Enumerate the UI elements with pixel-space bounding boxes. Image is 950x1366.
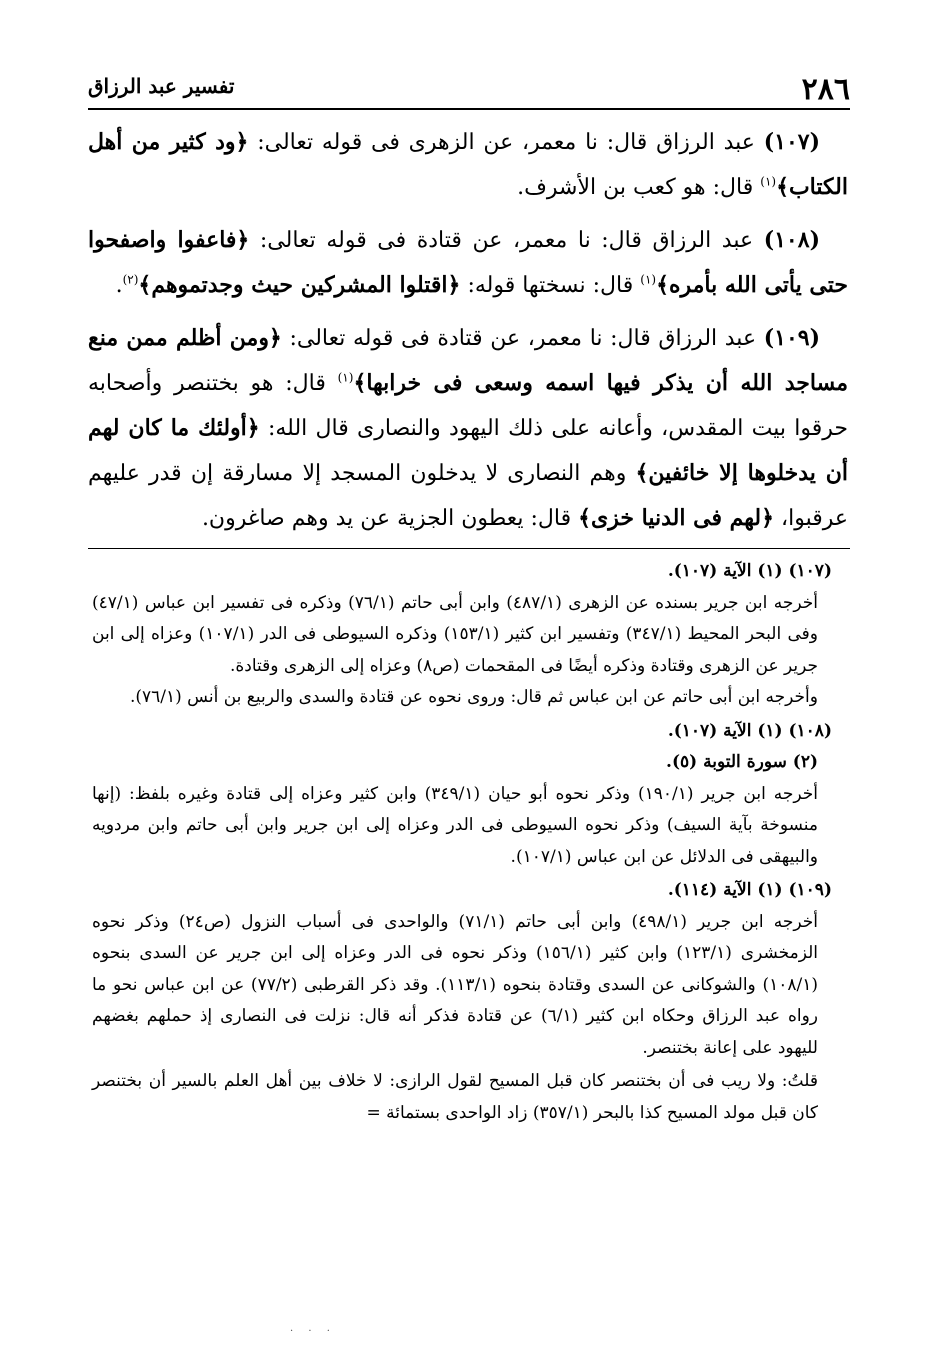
footnote-text: أخرجه ابن جرير بسنده عن الزهرى (٤٨٧/١) وابن أبى حاتم (٧٦/١) وذكره فى تفسير ابن عباس (٤٧/١) وفى البحر المحيط (٣٤٧/١) وتفسير ابن كثير (١٥٣/١) وذكره السيوطى فى الدر (١٠٧/١) وعزاه إلى ابن جرير عن الزهرى وقتادة وذكره أيضًا فى المقحمات (ص٨) وعزاه إلى الزهرى وقتادة. [92,592,819,676]
entry-text: عبد الرزاق قال: نا معمر، عن الزهرى فى قوله تعالى: [257,130,755,155]
footnote-ref: (١) [640,272,657,287]
footnote-heading: (١٠٩) (١) الآية (١١٤). [667,880,832,900]
footnote-heading: (١٠٧) (١) الآية (١٠٧). [667,561,832,581]
entry-107 [88,120,848,210]
header-rule [88,108,850,110]
entry-number: (١٠٧) [763,129,820,155]
entry-text: قال: نسختها قوله: [467,273,634,298]
quran-quote: ﴿ود كثير من أهل الكتاب﴾ [88,129,848,200]
footnote-text: أخرجه ابن جرير (١٩٠/١) وذكر نحوه أبو حيان (٣٤٩/١) وابن كثير وعزاه إلى قتادة وغيره بلفظ: (إنها منسوخة بآية السيف) وذكر نحوه السيوطى فى الدر وعزاه إلى ابن جرير وابن أبى حاتم وابن مردويه والبيهقى فى الدلائل عن ابن عباس (١٠٧/١). [92,783,818,867]
entry-text: . [115,273,123,298]
footnotes [92,556,832,1129]
footnote-text: قلتُ: ولا ريب فى أن بختنصر كان قبل المسيح لقول الرازى: لا خلاف بين أهل العلم بالسير أن بختنصر كان قبل مولد المسيح كذا بالبحر (٣٥٧/١) زاد الواحدى بستمائة = [92,1071,818,1123]
quran-quote: ﴿أولئك ما كان لهم أن يدخلوها إلا خائفين﴾ [88,415,848,486]
footnote-text: أخرجه ابن جرير (٤٩٨/١) وابن أبى حاتم (٧١/١) والواحدى فى أسباب النزول (ص٢٤) وذكر نحوه الزمخشرى (١٢٣/١) وابن كثير (١٥٦/١) وذكر نحوه فى الدر وعزاه إلى ابن جرير عن السدى بنحوه (١٠٨/١) والشوكانى عن السدى وقتادة بنحوه (١١٣/١). وقد ذكر القرطبى (٧٧/٢) عن ابن عباس نحو ما رواه عبد الرزاق وحكاه ابن كثير (٦/١) عن قتادة فذكر أنه قال: نزلت فى النصارى إذ حملهم بغضهم لليهود على إعانة بختنصر. [92,911,818,1058]
quran-quote: ﴿فاعفوا واصفحوا حتى يأتى الله بأمره﴾ [88,227,848,298]
scan-speck: · · · [290,1326,336,1337]
book-title: تفسير عبد الرزاق [88,74,235,98]
entry-text: وهم النصارى لا يدخلون المسجد إلا مسارقة إن قدر عليهم عرقبوا، [88,461,848,531]
footnote-text: وأخرجه ابن أبى حاتم عن ابن عباس ثم قال: وروى نحوه عن قتادة والسدى والربيع بن أنس (٧٦/١). [129,687,818,707]
entry-number: (١٠٨) [763,227,820,253]
footnote-ref: (١) [337,370,354,385]
entry-109 [88,316,848,541]
entry-108 [88,218,848,308]
entry-text: عبد الرزاق قال: نا معمر، عن قتادة فى قوله تعالى: [259,228,754,253]
main-text [88,120,848,549]
footnote-ref: (١) [760,174,777,189]
page-header [88,66,850,106]
footnote-separator [88,548,850,549]
entry-text: قال: يعطون الجزية عن يد وهم صاغرون. [201,506,572,531]
footnote-ref: (٢) [122,272,139,287]
page-number: ٢٨٦ [801,72,850,107]
footnote-heading: (٢) سورة التوبة (٥). [666,752,818,772]
entry-text: قال: هو كعب بن الأشرف. [517,175,754,200]
quran-quote: ﴿ومن أظلم ممن منع مساجد الله أن يذكر فيها اسمه وسعى فى خرابها﴾ [88,325,849,396]
entry-number: (١٠٩) [763,325,820,351]
entry-text: عبد الرزاق قال: نا معمر، عن قتادة فى قوله تعالى: [289,326,757,351]
quran-quote: ﴿اقتلوا المشركين حيث وجدتموهم﴾ [138,272,461,298]
footnote-heading: (١٠٨) (١) الآية (١٠٧). [667,720,832,741]
entry-text: قال: هو بختنصر وأصحابه حرقوا بيت المقدس، وأعانه على ذلك اليهود والنصارى قال الله: [88,371,849,441]
quran-quote: ﴿لهم فى الدنيا خزى﴾ [578,505,774,531]
